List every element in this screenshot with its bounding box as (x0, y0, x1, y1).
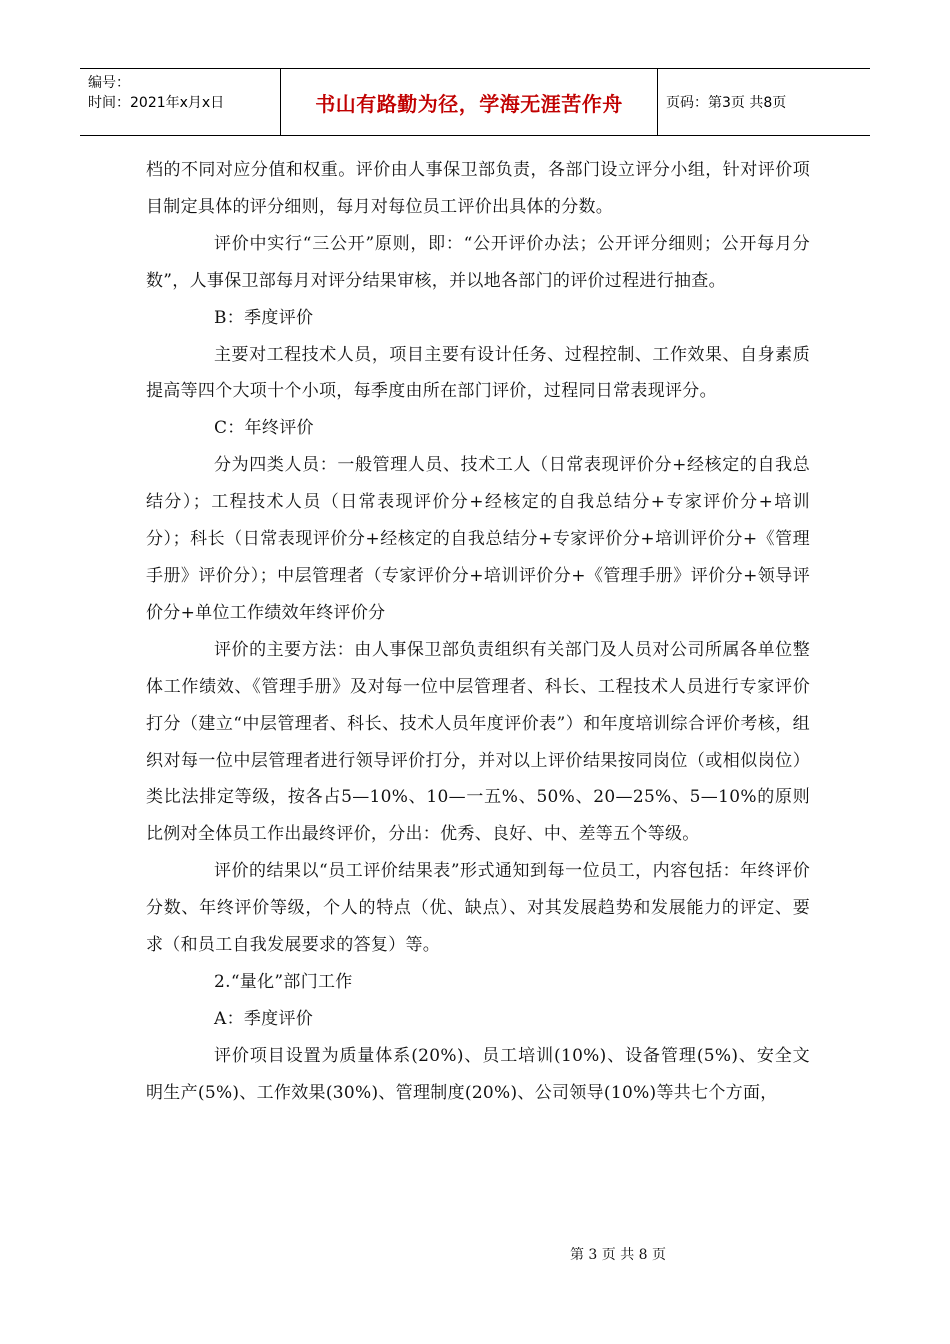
document-body (146, 152, 810, 1112)
paragraph: 评价项目设置为质量体系(20%)、员工培训(10%)、设备管理(5%)、安全文明生产(5%)、工作效果(30%)、管理制度(20%)、公司领导(10%)等共七个方面， (146, 1045, 810, 1103)
header-number-label: 编号： (88, 75, 130, 91)
section-heading: B：季度评价 (214, 307, 314, 328)
section-heading: 2.“量化”部门工作 (214, 971, 353, 992)
page-header (80, 68, 870, 136)
page-footer (0, 1244, 950, 1264)
paragraph: 评价中实行“三公开”原则，即：“公开评价办法；公开评分细则；公开每月分数”，人事保卫部每月对评分结果审核，并以地各部门的评价过程进行抽查。 (146, 233, 810, 291)
header-time-label: 时间：2021年x月x日 (88, 95, 225, 111)
paragraph: 评价的主要方法：由人事保卫部负责组织有关部门及人员对公司所属各单位整体工作绩效、《管理手册》及对每一位中层管理者、科长、工程技术人员进行专家评价打分（建立“中层管理者、科长、技术人员年度评价表”）和年度培训综合评价考核，组织对每一位中层管理者进行领导评价打分，并对以上评价结果按同岗位（或相似岗位）类比法排定等级，按各占5—10%、10—一五%、50%、20—25%、5—10%的原则比例对全体员工作出最终评价，分出：优秀、良好、中、差等五个等级。 (146, 639, 810, 845)
paragraph: 评价的结果以“员工评价结果表”形式通知到每一位员工，内容包括：年终评价分数、年终评价等级，个人的特点（优、缺点）、对其发展趋势和发展能力的评定、要求（和员工自我发展要求的答复）等。 (146, 861, 810, 956)
header-motto: 书山有路勤为径，学海无涯苦作舟 (281, 69, 658, 135)
paragraph: 主要对工程技术人员，项目主要有设计任务、过程控制、工作效果、自身素质提高等四个大项十个小项，每季度由所在部门评价，过程同日常表现评分。 (146, 344, 810, 402)
header-page-info: 页码：第3页 共8页 (666, 95, 787, 111)
footer-page-number: 第 3 页 共 8 页 (569, 1247, 667, 1263)
section-heading: C：年终评价 (214, 418, 314, 439)
paragraph: 档的不同对应分值和权重。评价由人事保卫部负责，各部门设立评分小组，针对评价项目制定具体的评分细则，每月对每位员工评价出具体的分数。 (146, 160, 810, 217)
section-heading: A：季度评价 (214, 1008, 314, 1029)
paragraph: 分为四类人员：一般管理人员、技术工人（日常表现评价分+经核定的自我总结分）；工程技术人员（日常表现评价分+经核定的自我总结分+专家评价分+培训分）；科长（日常表现评价分+经核定的自我总结分+专家评价分+培训评价分+《管理手册》评价分）；中层管理者（专家评价分+培训评价分+《管理手册》评价分+领导评价分+单位工作绩效年终评价分 (146, 455, 810, 623)
header-meta (80, 69, 281, 135)
